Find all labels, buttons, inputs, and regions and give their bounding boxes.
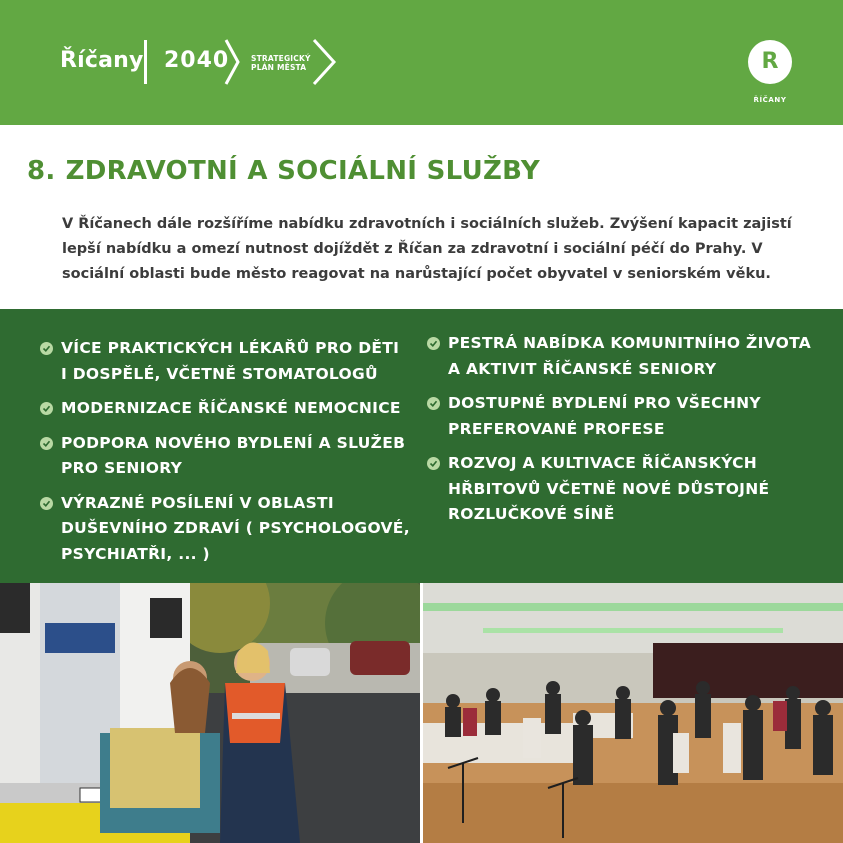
check-icon	[427, 337, 440, 350]
goal-text: MODERNIZACE ŘÍČANSKÉ NEMOCNICE	[61, 399, 401, 417]
paramedic-ambulance-photo	[0, 583, 420, 843]
seniors-dance-hall-photo	[423, 583, 843, 843]
header-band	[0, 0, 843, 125]
goal-item	[40, 396, 410, 422]
plan-label-line2: PLÁN MĚSTA	[251, 63, 307, 72]
plan-label	[251, 54, 311, 72]
goal-text: VÝRAZNÉ POSÍLENÍ V OBLASTI DUŠEVNÍHO ZDRAVÍ ( PSYCHOLOGOVÉ, PSYCHIATŘI, ... )	[61, 493, 410, 563]
goal-text: DOSTUPNÉ BYDLENÍ PRO VŠECHNY PREFEROVANÉ PROFESE	[448, 394, 761, 438]
goal-item	[427, 331, 827, 382]
check-icon	[40, 497, 53, 510]
goal-text: PODPORA NOVÉHO BYDLENÍ A SLUŽEB PRO SENIORY	[61, 433, 406, 477]
goal-item	[40, 336, 410, 387]
goals-list-left	[40, 336, 410, 576]
plan-label-line1: STRATEGICKÝ	[251, 54, 311, 63]
goal-item	[427, 391, 827, 442]
city-logo: R	[748, 40, 792, 84]
section-number: 8.	[27, 156, 56, 186]
check-icon	[427, 397, 440, 410]
section-intro: V Říčanech dále rozšíříme nabídku zdravotních i sociálních služeb. Zvýšení kapacit zajistí lepší nabídku a omezí nutnost dojíždět z Říčan za zdravotní i sociální péčí do Prahy. V sociální oblasti bude město reagovat na narůstající počet obyvatel v seniorském věku.	[62, 216, 792, 282]
brand-name: Říčany	[60, 48, 144, 73]
section-title	[27, 156, 540, 186]
brand-divider	[144, 40, 147, 84]
goal-item	[427, 451, 827, 528]
check-icon	[40, 437, 53, 450]
goal-text: VÍCE PRAKTICKÝCH LÉKAŘŮ PRO DĚTI I DOSPĚLÉ, VČETNĚ STOMATOLOGŮ	[61, 339, 400, 383]
check-icon	[40, 342, 53, 355]
plan-year: 2040	[164, 48, 230, 73]
chevron-right-icon	[224, 38, 240, 86]
goal-text: PESTRÁ NABÍDKA KOMUNITNÍHO ŽIVOTA A AKTIVIT ŘÍČANSKÉ SENIORY	[448, 334, 812, 378]
city-logo-caption: ŘÍČANY	[753, 96, 787, 104]
goal-text: ROZVOJ A KULTIVACE ŘÍČANSKÝCH HŘBITOVŮ VČETNĚ NOVÉ DŮSTOJNÉ ROZLUČKOVÉ SÍNĚ	[448, 454, 770, 523]
chevron-right-icon	[311, 38, 337, 86]
goal-item	[40, 491, 410, 568]
check-icon	[40, 402, 53, 415]
section-title-text: ZDRAVOTNÍ A SOCIÁLNÍ SLUŽBY	[65, 156, 540, 186]
check-icon	[427, 457, 440, 470]
goal-item	[40, 431, 410, 482]
goals-list-right	[427, 331, 827, 537]
